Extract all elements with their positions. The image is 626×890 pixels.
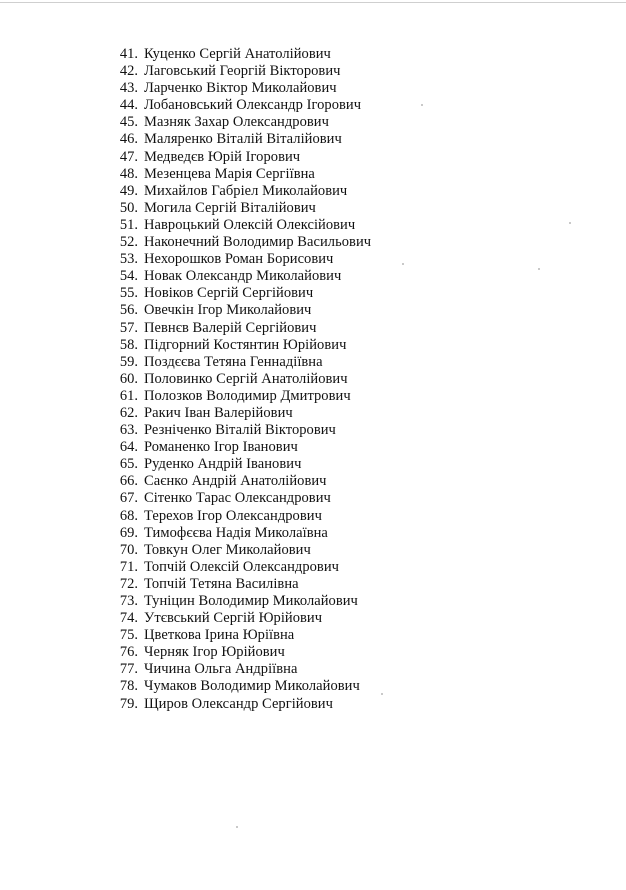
scan-speck <box>381 693 383 695</box>
list-item-name: Щиров Олександр Сергійович <box>144 695 333 712</box>
list-item-name: Цветкова Ірина Юріївна <box>144 627 295 644</box>
list-item-name: Новіков Сергій Сергійович <box>144 285 314 302</box>
list-item <box>106 439 371 456</box>
list-item <box>106 337 371 354</box>
list-item-name: Товкун Олег Миколайович <box>144 541 311 558</box>
list-item-number: 74. <box>119 610 138 627</box>
list-item-name: Чумаков Володимир Миколайович <box>144 678 360 695</box>
list-item-name: Куценко Сергій Анатолійович <box>144 46 331 62</box>
list-item-number: 60. <box>119 370 138 387</box>
list-item <box>106 456 371 473</box>
list-item-name: Мезенцева Марія Сергіївна <box>144 165 315 182</box>
list-item <box>106 114 371 131</box>
list-item <box>106 131 371 148</box>
list-item-name: Тимофєєва Надія Миколаївна <box>144 524 328 541</box>
list-item <box>106 371 371 388</box>
list-item-name: Ракич Іван Валерійович <box>144 404 293 421</box>
list-item-number: 46. <box>119 131 138 148</box>
list-item-name: Романенко Ігор Іванович <box>144 439 298 456</box>
list-item-name: Чичина Ольга Андріївна <box>144 661 298 678</box>
list-item-number: 54. <box>119 268 138 285</box>
list-item <box>106 644 371 661</box>
list-item <box>106 166 371 183</box>
list-item <box>106 661 371 678</box>
list-item-number: 72. <box>119 575 138 592</box>
list-item-number: 47. <box>119 148 138 165</box>
list-item <box>106 422 371 439</box>
list-item-number: 49. <box>119 182 138 199</box>
list-item <box>106 149 371 166</box>
list-item-number: 61. <box>119 387 138 404</box>
list-item-number: 67. <box>119 490 138 507</box>
list-item-name: Сітенко Тарас Олександрович <box>144 490 331 507</box>
scan-edge-line <box>0 2 626 3</box>
list-item-name: Поздєєва Тетяна Геннадіївна <box>144 353 323 370</box>
scan-speck <box>402 263 404 265</box>
list-item <box>106 251 371 268</box>
list-item-name: Новак Олександр Миколайович <box>144 268 342 285</box>
scan-speck <box>538 268 540 270</box>
name-list <box>106 46 371 713</box>
list-item <box>106 234 371 251</box>
list-item <box>106 490 371 507</box>
list-item-number: 75. <box>119 627 138 644</box>
list-item <box>106 405 371 422</box>
list-item-name: Могила Сергій Віталійович <box>144 199 316 216</box>
list-item-number: 70. <box>119 541 138 558</box>
list-item <box>106 354 371 371</box>
list-item-name: Терехов Ігор Олександрович <box>144 507 322 524</box>
list-item-name: Топчій Олексій Олександрович <box>144 558 339 575</box>
list-item-number: 64. <box>119 439 138 456</box>
list-item-number: 52. <box>119 234 138 251</box>
list-item-name: Утєвський Сергій Юрійович <box>144 610 323 627</box>
list-item <box>106 610 371 627</box>
list-item <box>106 46 371 63</box>
list-item <box>106 200 371 217</box>
list-item-name: Певнєв Валерій Сергійович <box>144 319 317 336</box>
list-item-number: 66. <box>119 473 138 490</box>
list-item-number: 71. <box>119 558 138 575</box>
list-item-number: 42. <box>119 63 138 80</box>
list-item-number: 41. <box>119 46 138 62</box>
list-item <box>106 525 371 542</box>
list-item-number: 55. <box>119 285 138 302</box>
scan-speck <box>569 222 571 224</box>
list-item-name: Топчій Тетяна Василівна <box>144 575 299 592</box>
list-item-name: Мазняк Захар Олександрович <box>144 114 329 131</box>
list-item-name: Нехорошков Роман Борисович <box>144 251 334 268</box>
list-item-name: Лаговський Георгій Вікторович <box>144 63 341 80</box>
list-item <box>106 678 371 695</box>
list-item-name: Навроцький Олексій Олексійович <box>144 216 356 233</box>
list-item-number: 56. <box>119 302 138 319</box>
list-item-number: 78. <box>119 678 138 695</box>
list-item <box>106 63 371 80</box>
list-item <box>106 320 371 337</box>
list-item-number: 69. <box>119 524 138 541</box>
list-item <box>106 388 371 405</box>
list-item-name: Михайлов Габріел Миколайович <box>144 182 348 199</box>
list-item-number: 43. <box>119 80 138 97</box>
list-item <box>106 508 371 525</box>
list-item <box>106 473 371 490</box>
list-item <box>106 576 371 593</box>
list-item-number: 65. <box>119 456 138 473</box>
list-item <box>106 696 371 713</box>
list-item-number: 51. <box>119 216 138 233</box>
scan-speck <box>421 104 423 106</box>
list-item <box>106 217 371 234</box>
list-item <box>106 593 371 610</box>
list-item-number: 58. <box>119 336 138 353</box>
list-item-name: Саєнко Андрій Анатолійович <box>144 473 327 490</box>
list-item <box>106 559 371 576</box>
list-item-name: Маляренко Віталій Віталійович <box>144 131 342 148</box>
list-item-name: Резніченко Віталій Вікторович <box>144 422 336 439</box>
list-item <box>106 302 371 319</box>
list-item-number: 53. <box>119 251 138 268</box>
list-item-name: Руденко Андрій Іванович <box>144 456 302 473</box>
list-item <box>106 80 371 97</box>
list-item-number: 59. <box>119 353 138 370</box>
list-item <box>106 542 371 559</box>
list-item-number: 44. <box>119 97 138 114</box>
list-item-number: 62. <box>119 404 138 421</box>
list-item-number: 45. <box>119 114 138 131</box>
list-item <box>106 285 371 302</box>
list-item-name: Наконечний Володимир Васильович <box>144 234 372 251</box>
list-item-name: Підгорний Костянтин Юрійович <box>144 336 347 353</box>
list-item-number: 79. <box>119 695 138 712</box>
list-item <box>106 627 371 644</box>
list-item-number: 68. <box>119 507 138 524</box>
list-item-name: Половинко Сергій Анатолійович <box>144 370 348 387</box>
list-item <box>106 97 371 114</box>
list-item-name: Лобановський Олександр Ігорович <box>144 97 362 114</box>
list-item-name: Полозков Володимир Дмитрович <box>144 387 351 404</box>
list-item-number: 63. <box>119 422 138 439</box>
list-item <box>106 183 371 200</box>
list-item-number: 73. <box>119 593 138 609</box>
list-item-name: Черняк Ігор Юрійович <box>144 644 285 661</box>
list-item-number: 48. <box>119 165 138 182</box>
list-item-number: 57. <box>119 319 138 336</box>
list-item-name: Туніцин Володимир Миколайович <box>144 593 358 609</box>
list-item-name: Медведєв Юрій Ігорович <box>144 148 301 165</box>
list-item-number: 50. <box>119 199 138 216</box>
list-item <box>106 268 371 285</box>
list-item-name: Ларченко Віктор Миколайович <box>144 80 337 97</box>
list-item-number: 77. <box>119 661 138 678</box>
list-item-number: 76. <box>119 644 138 661</box>
list-item-name: Овечкін Ігор Миколайович <box>144 302 312 319</box>
scan-speck <box>236 826 238 828</box>
